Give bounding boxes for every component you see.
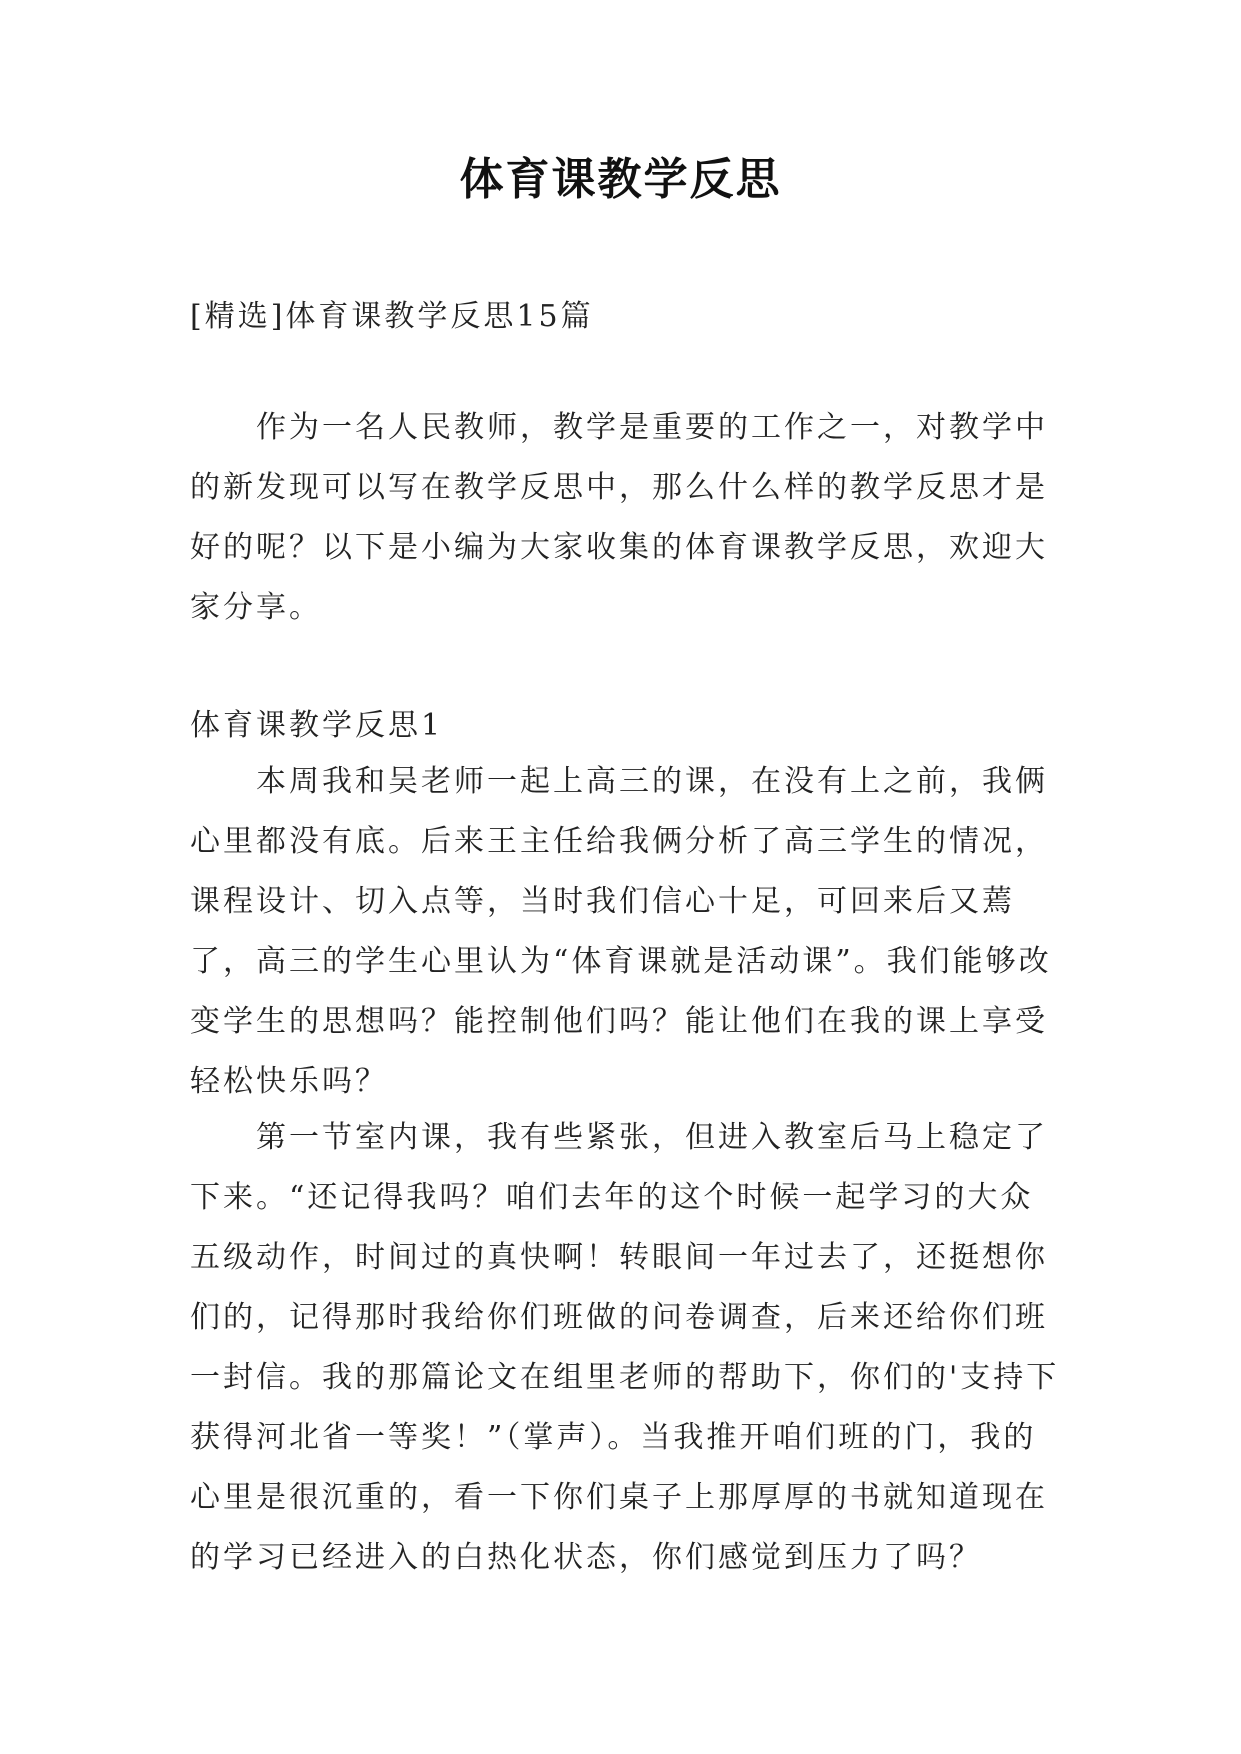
- document-title: 体育课教学反思: [459, 154, 782, 205]
- body-paragraph: 本周我和吴老师一起上高三的课，在没有上之前，我俩心里都没有底。后来王主任给我俩分析了高三学生的情况，课程设计、切入点等，当时我们信心十足，可回来后又蔫了，高三的学生心里认为“体育课就是活动课”。我们能够改变学生的思想吗？能控制他们吗？能让他们在我的课上享受轻松快乐吗？: [190, 764, 1052, 1099]
- body-paragraph: 第一节室内课，我有些紧张，但进入教室后马上稳定了下来。“还记得我吗？咱们去年的这个时候一起学习的大众五级动作，时间过的真快啊！转眼间一年过去了，还挺想你们的，记得那时我给你们班做的问卷调查，后来还给你们班一封信。我的那篇论文在组里老师的帮助下，你们的'支持下获得河北省一等奖！”（掌声）。当我推开咱们班的门，我的心里是很沉重的，看一下你们桌子上那厚厚的书就知道现在的学习已经进入的白热化状态，你们感觉到压力了吗？: [190, 1120, 1060, 1575]
- document-subtitle: [精选]体育课教学反思15篇: [190, 299, 594, 334]
- intro-paragraph: 作为一名人民教师，教学是重要的工作之一，对教学中的新发现可以写在教学反思中，那么什么样的教学反思才是好的呢？以下是小编为大家收集的体育课教学反思，欢迎大家分享。: [190, 410, 1048, 625]
- section-heading: 体育课教学反思1: [190, 708, 444, 743]
